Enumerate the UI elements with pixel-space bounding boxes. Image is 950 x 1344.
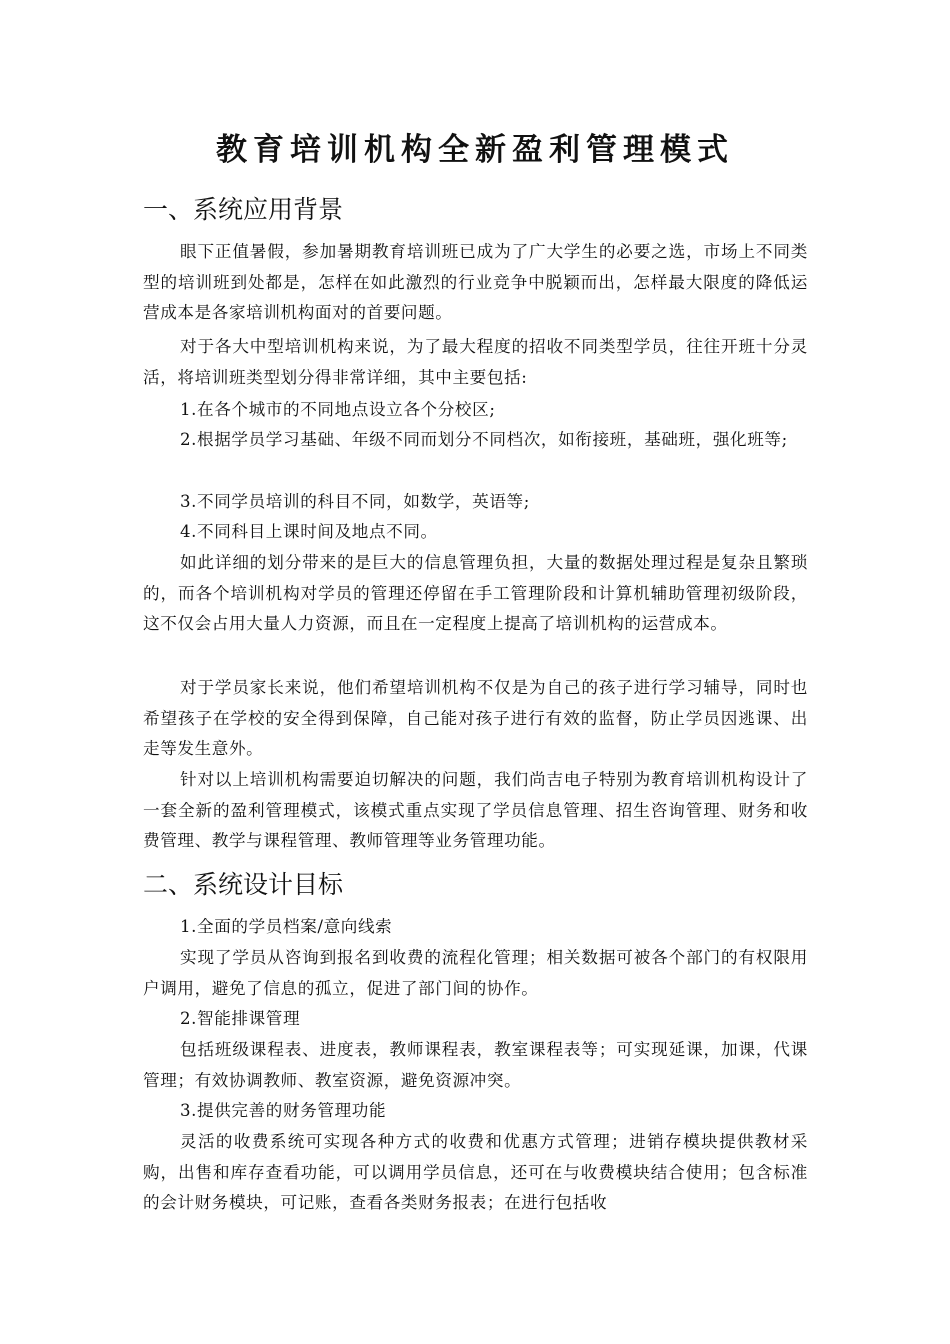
paragraph-background-intro: 眼下正值暑假，参加暑期教育培训班已成为了广大学生的必要之选，市场上不同类型的培训班到处都是，怎样在如此激烈的行业竞争中脱颖而出，怎样最大限度的降低运营成本是各家培训机构面对的首要问题。: [143, 242, 808, 322]
paragraph-solution: 针对以上培训机构需要迫切解决的问题，我们尚吉电子特别为教育培训机构设计了一套全新的盈利管理模式，该模式重点实现了学员信息管理、招生咨询管理、财务和收费管理、教学与课程管理、教师管理等业务管理功能。: [143, 770, 808, 850]
paragraph-training-types: 对于各大中型培训机构来说，为了最大程度的招收不同类型学员，往往开班十分灵活，将培训班类型划分得非常详细，其中主要包括:: [143, 337, 808, 387]
list-item-subjects: 3.不同学员培训的科目不同，如数学，英语等;: [180, 492, 530, 511]
goal-heading-scheduling: 2.智能排课管理: [180, 1009, 301, 1028]
goal-heading-finance: 3.提供完善的财务管理功能: [180, 1101, 387, 1120]
section-heading-design-goals: 二、系统设计目标: [143, 870, 344, 899]
paragraph-management-burden: 如此详细的划分带来的是巨大的信息管理负担，大量的数据处理过程是复杂且繁琐的，而各个培训机构对学员的管理还停留在手工管理阶段和计算机辅助管理初级阶段，这不仅会占用大量人力资源，而且在一定程度上提高了培训机构的运营成本。: [143, 553, 808, 633]
goal-text-scheduling: 包括班级课程表、进度表，教师课程表，教室课程表等；可实现延课，加课，代课管理；有效协调教师、教室资源，避免资源冲突。: [143, 1040, 808, 1090]
list-item-campus: 1.在各个城市的不同地点设立各个分校区;: [180, 400, 496, 419]
paragraph-parents: 对于学员家长来说，他们希望培训机构不仅是为自己的孩子进行学习辅导，同时也希望孩子在学校的安全得到保障，自己能对孩子进行有效的监督，防止学员因逃课、出走等发生意外。: [143, 678, 808, 758]
goal-heading-student-records: 1.全面的学员档案/意向线索: [180, 917, 393, 936]
section-heading-background: 一、系统应用背景: [143, 195, 344, 224]
document-title: 教育培训机构全新盈利管理模式: [216, 132, 734, 168]
list-item-schedule: 4.不同科目上课时间及地点不同。: [180, 522, 438, 541]
goal-text-finance: 灵活的收费系统可实现各种方式的收费和优惠方式管理；进销存模块提供教材采购，出售和库存查看功能，可以调用学员信息，还可在与收费模块结合使用；包含标准的会计财务模块，可记账，查看各类财务报表；在进行包括收: [143, 1132, 808, 1212]
goal-text-student-records: 实现了学员从咨询到报名到收费的流程化管理；相关数据可被各个部门的有权限用户调用，避免了信息的孤立，促进了部门间的协作。: [143, 948, 808, 998]
list-item-levels: 2.根据学员学习基础、年级不同而划分不同档次，如衔接班，基础班，强化班等;: [180, 430, 788, 449]
